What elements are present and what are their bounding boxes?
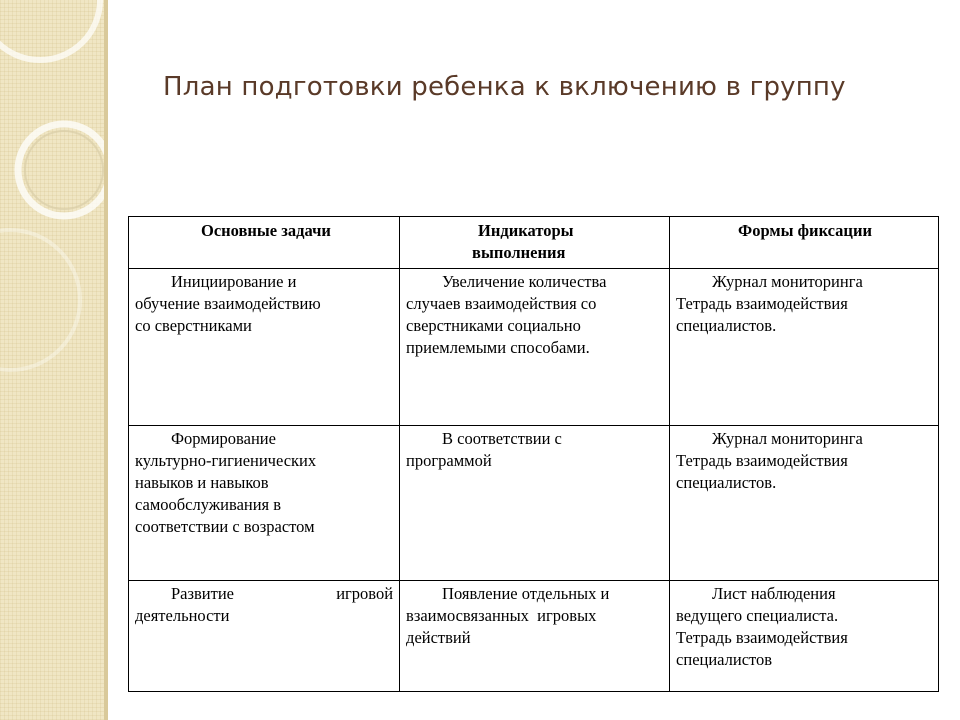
table-row [129,269,939,426]
header-forms: Формы фиксации [670,217,939,269]
cell-form: Лист наблюдения ведущего специалиста. Тетрадь взаимодействия специалистов [670,581,939,692]
header-tasks: Основные задачи [129,217,400,269]
cell-task: Формирование культурно-гигиенических навыков и навыков самообслуживания в соответствии с возрастом [129,426,400,581]
table-row [129,426,939,581]
cell-indicator: Увеличение количества случаев взаимодействия со сверстниками социально приемлемыми способами. [400,269,670,426]
header-indicators: Индикаторы выполнения [400,217,670,269]
cell-form: Журнал мониторинга Тетрадь взаимодействия специалистов. [670,426,939,581]
cell-form: Журнал мониторинга Тетрадь взаимодействия специалистов. [670,269,939,426]
table-header-row [129,217,939,269]
cell-task: Развитие игровой деятельности [129,581,400,692]
circles-ornament-icon [0,0,108,720]
band-edge [104,0,108,720]
cell-indicator: Появление отдельных и взаимосвязанных игровых действий [400,581,670,692]
cell-indicator: В соответствии с программой [400,426,670,581]
table-row [129,581,939,692]
decorative-side-band [0,0,108,720]
plan-table [128,216,939,692]
slide-title: План подготовки ребенка к включению в группу [163,72,846,102]
cell-task: Инициирование и обучение взаимодействию со сверстниками [129,269,400,426]
